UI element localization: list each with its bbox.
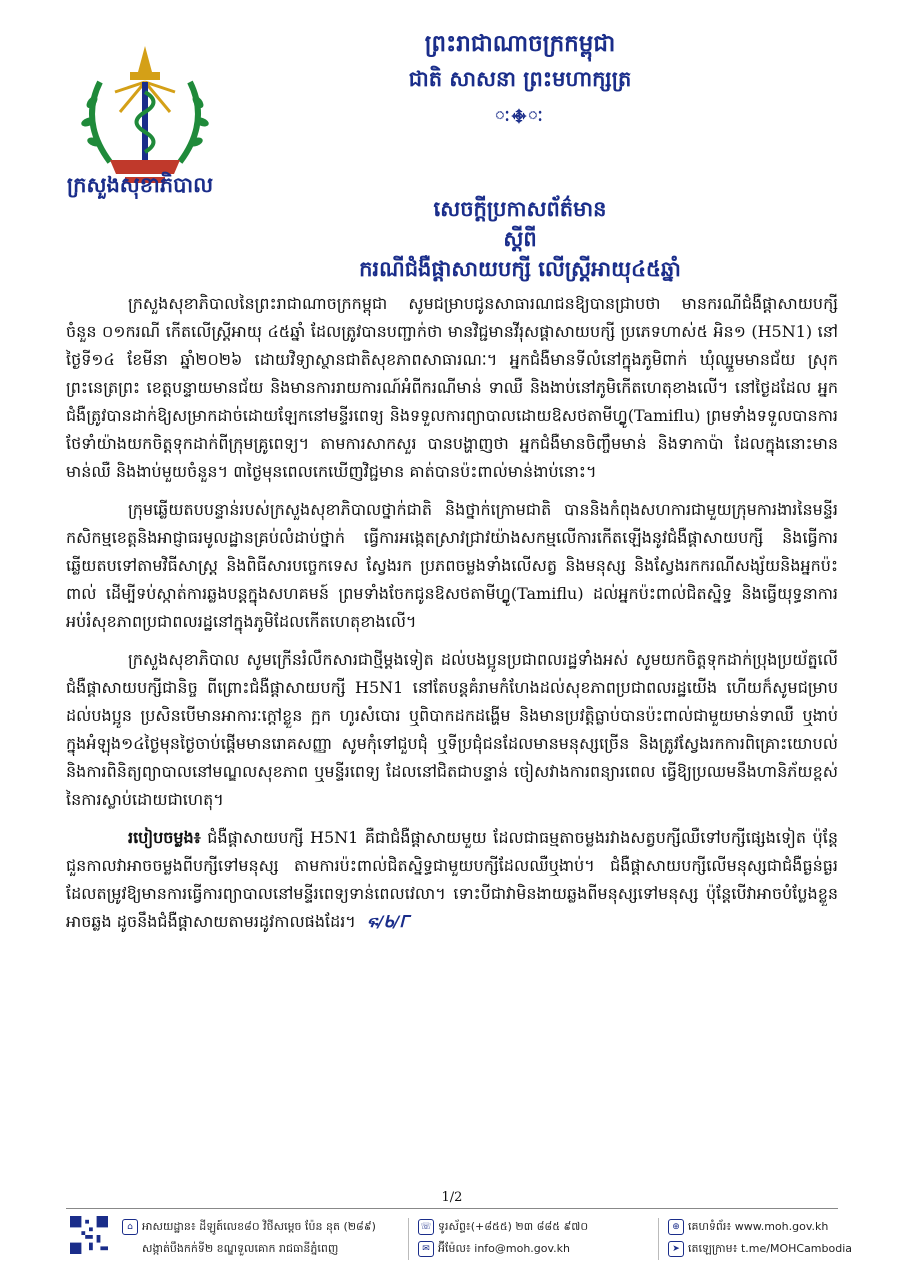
transmission-text: ជំងឺផ្តាសាយបក្សី H5N1 គឺជាជំងឺផ្តាសាយមួយ ដែលជាធម្មតាចម្លងរវាងសត្វបក្សីឈឺទៅបក្សីផ្សេងទៀត ប៉ុន្តែជួនកាលវាអាចចម្លងពីបក្សីទៅមនុស្ស តាមការប៉ះពាល់ជិតស្និទ្ធជាមួយបក្សីដែលឈឺឬងាប់។ ជំងឺផ្តាសាយបក្សីលើមនុស្សជាជំងឺធ្ងន់ធ្ងរ ដែលតម្រូវឱ្យមានការធ្វើការព្យាបាលនៅមន្ទីរពេទ្យទាន់ពេលវេលា។ ទោះបីជាវាមិនងាយឆ្លងពីមនុស្សទៅមនុស្ស ប៉ុន្តែបើវាអាចបំប្លែងខ្លួនអាចឆ្លង ដូចនឹងជំងឺផ្តាសាយតាមរដូវកាលផងដែរ។ bbox=[66, 828, 838, 931]
footer-address bbox=[122, 1216, 376, 1260]
phone-icon: ☏ bbox=[418, 1219, 434, 1235]
document-title bbox=[250, 194, 790, 284]
title-line-3: ករណីជំងឺផ្តាសាយបក្សី លើស្ត្រីអាយុ៤៥ឆ្នាំ bbox=[359, 256, 681, 281]
telegram-icon: ➤ bbox=[668, 1241, 684, 1257]
email-address[interactable]: អ៊ីម៉ែល៖ info@moh.gov.kh bbox=[438, 1242, 571, 1255]
footer-divider bbox=[66, 1208, 838, 1209]
footer-contact bbox=[418, 1216, 588, 1260]
address-line-2: សង្កាត់បឹងកក់ទី២ ខណ្ឌទួលគោក រាជធានីភ្នំពេញ bbox=[142, 1242, 339, 1255]
transmission-heading: របៀបចម្លង៖ bbox=[128, 828, 201, 847]
paragraph-4 bbox=[66, 824, 838, 936]
ministry-name: ក្រសួងសុខាភិបាល bbox=[66, 172, 214, 197]
paragraph-2: ក្រុមឆ្លើយតបបន្ទាន់របស់ក្រសួងសុខាភិបាលថ្នាក់ជាតិ និងថ្នាក់ក្រោមជាតិ បាននិងកំពុងសហការជាមួយក្រុមការងារនៃមន្ទីរកសិកម្មខេត្តនិងអាជ្ញាធរមូលដ្ឋានគ្រប់លំដាប់ថ្នាក់ ធ្វើការអង្កេតស្រាវជ្រាវយ៉ាងសកម្មលើការកើតឡើងនូវជំងឺផ្តាសាយបក្សី និងធ្វើការឆ្លើយតបទៅតាមវិធីសាស្ត្រ និងពិធីសារបច្ចេកទេស ស្វែងរក ប្រភពចម្លងទាំងលើសត្វ និងមនុស្ស និងស្វែងរកករណីសង្ស័យនិងអ្នកប៉ះពាល់ ដើម្បីទប់ស្កាត់ការឆ្លងបន្តក្នុងសហគមន៍ ព្រមទាំងចែកជូនឱសថតាមីហ្វ្លូ(Tamiflu) ដល់អ្នកប៉ះពាល់ជិតស្និទ្ធ និងធ្វើយុទ្ធនាការអប់រំសុខភាពប្រជាពលរដ្ឋនៅក្នុងភូមិដែលកើតហេតុខាងលើ។ bbox=[66, 500, 838, 631]
footer-separator bbox=[408, 1218, 409, 1260]
website-link[interactable]: គេហទំព័រ៖ www.moh.gov.kh bbox=[688, 1220, 829, 1233]
email-icon: ✉ bbox=[418, 1241, 434, 1257]
initials-signature: ፍ/ᑲ/ᒥ bbox=[366, 912, 409, 931]
footer-separator bbox=[658, 1218, 659, 1260]
kingdom-title: ព្រះរាជាណាចក្រកម្ពុជា bbox=[424, 30, 616, 57]
phone-number: ទូរស័ព្ទ៖(+៨៥៥) ២៣ ៨៨៥ ៩៧០ bbox=[438, 1220, 589, 1233]
document-body bbox=[66, 290, 838, 946]
header-ornament: ៈ࿇ៈ bbox=[495, 106, 545, 125]
title-line-2: ស្តីពី bbox=[503, 226, 537, 251]
footer-online bbox=[668, 1216, 852, 1260]
qr-code-icon bbox=[70, 1216, 108, 1254]
national-motto: ជាតិ សាសនា ព្រះមហាក្សត្រ bbox=[408, 66, 632, 91]
footer bbox=[66, 1214, 856, 1266]
address-line-1: អាសយដ្ឋាន៖ ដីឡូត៍លេខ៨០ វិថីសម្តេច ប៉ែន នុត (២៨៩) bbox=[142, 1220, 376, 1233]
title-line-1: សេចក្តីប្រកាសព័ត៌មាន bbox=[433, 196, 607, 221]
paragraph-3: ក្រសួងសុខាភិបាល សូមក្រើនរំលឹកសារជាថ្មីម្តងទៀត ដល់បងប្អូនប្រជាពលរដ្ឋទាំងអស់ សូមយកចិត្តទុកដាក់ប្រុងប្រយ័ត្នលើជំងឺផ្តាសាយបក្សីជានិច្ច ពីព្រោះជំងឺផ្តាសាយបក្សី H5N1 នៅតែបន្តគំរាមកំហែងដល់សុខភាពប្រជាពលរដ្ឋយើង ហើយក៏សូមជម្រាបដល់បងប្អូន ប្រសិនបើមានអាការៈក្តៅខ្លួន ក្អក ហូរសំបោរ ឬពិបាកដកដង្ហើម និងមានប្រវត្តិធ្លាប់បានប៉ះពាល់ជាមួយមាន់ទាឈឺ ឬងាប់ក្នុងអំឡុង១៤ថ្ងៃមុនថ្ងៃចាប់ផ្តើមមានរោគសញ្ញា សូមកុំទៅជួបជុំ ឬទីប្រជុំជនដែលមានមនុស្សច្រើន និងត្រូវស្វែងរកការពិគ្រោះយោបល់ និងការពិនិត្យព្យាបាលនៅមណ្ឌលសុខភាព ឬមន្ទីរពេទ្យ ដែលនៅជិតជាបន្ទាន់ ចៀសវាងការពន្យារពេល ធ្វើឱ្យប្រឈមនឹងហានិភ័យខ្ពស់នៃការស្លាប់ដោយជាហេតុ។ bbox=[66, 650, 838, 809]
web-icon: ⊕ bbox=[668, 1219, 684, 1235]
location-icon: ⌂ bbox=[122, 1219, 138, 1235]
page-number: 1/2 bbox=[441, 1190, 463, 1205]
paragraph-1: ក្រសួងសុខាភិបាលនៃព្រះរាជាណាចក្រកម្ពុជា សូមជម្រាបជូនសាធារណជនឱ្យបានជ្រាបថា មានករណីជំងឺផ្តាសាយបក្សី ចំនួន ០១ករណី កើតលើស្ត្រីអាយុ ៤៥ឆ្នាំ ដែលត្រូវបានបញ្ជាក់ថា មានវិជ្ជមានវីរុសផ្តាសាយបក្សី ប្រភេទហាស់៥ អិន១ (H5N1) នៅថ្ងៃទី១៤ ខែមីនា ឆ្នាំ២០២៦ ដោយវិទ្យាស្ថានជាតិសុខភាពសាធារណៈ។ អ្នកជំងឺមានទីលំនៅក្នុងភូមិពាក់ ឃុំឈ្នួមមានជ័យ ស្រុកព្រះនេត្រព្រះ ខេត្តបន្ទាយមានជ័យ និងមានការរាយការណ៍អំពីករណីមាន់ ទាឈឺ និងងាប់នៅភូមិកើតហេតុខាងលើ។ នៅថ្ងៃដដែល អ្នកជំងឺត្រូវបានដាក់ឱ្យសម្រាកដាច់ដោយឡែកនៅមន្ទីរពេទ្យ និងទទួលការព្យាបាលដោយឱសថតាមីហ្វ្លូ(Tamiflu) ព្រមទាំងទទួលបានការថែទាំយ៉ាងយកចិត្តទុកដាក់ពីក្រុមគ្រូពេទ្យ។ តាមការសាកសួរ បានបង្ហាញថា អ្នកជំងឺមានចិញ្ចឹមមាន់ និងទាកាប៉ា ដែលក្នុងនោះមានមាន់ឈឺ និងងាប់មួយចំនួន។ ៣ថ្ងៃមុនពេលកេឃើញវិជ្ជមាន គាត់បានប៉ះពាល់មាន់ងាប់នោះ។ bbox=[66, 294, 838, 481]
telegram-link[interactable]: តេឡេក្រាម៖ t.me/MOHCambodia bbox=[688, 1242, 853, 1255]
